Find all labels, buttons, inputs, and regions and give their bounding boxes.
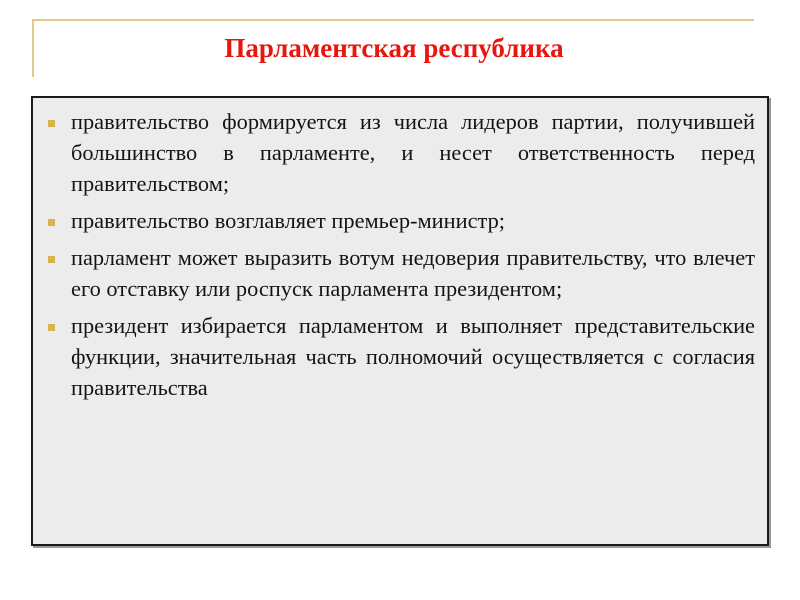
list-item (39, 242, 755, 304)
list-item-text: правительство формируется из числа лидеров партии, получившей большинство в парламенте, и несет ответственность перед правительством; (71, 109, 755, 196)
list-item (39, 106, 755, 199)
list-item-text: президент избирается парламентом и выполняет представительские функции, значительная часть полномочий осуществляется с согласия правительства (71, 313, 755, 400)
square-bullet-icon (48, 256, 55, 263)
content-box (31, 96, 769, 546)
decorative-top-line (32, 19, 754, 21)
list-item (39, 310, 755, 403)
square-bullet-icon (48, 324, 55, 331)
list-item-text: правительство возглавляет премьер-министр; (71, 208, 506, 233)
slide-title: Парламентская республика (224, 33, 564, 63)
list-item-text: парламент может выразить вотум недоверия правительству, что влечет его отставку или роспуск парламента президентом; (71, 245, 755, 301)
square-bullet-icon (48, 219, 55, 226)
bullet-list (33, 98, 767, 403)
square-bullet-icon (48, 120, 55, 127)
list-item (39, 205, 755, 236)
